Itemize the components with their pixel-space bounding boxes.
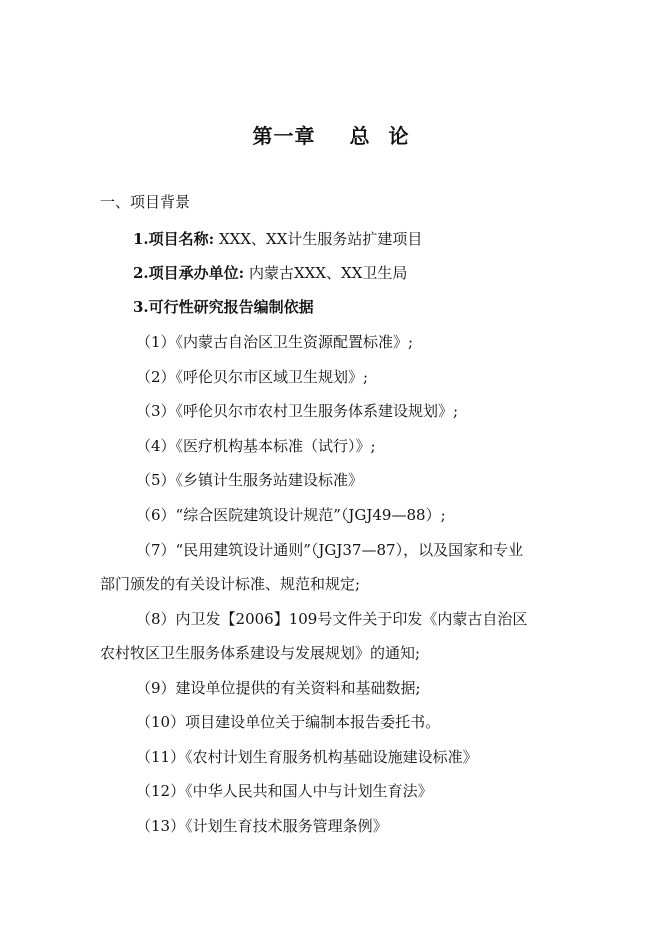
- basis-item-10: （10）项目建设单位关于编制本报告委托书。: [136, 713, 441, 731]
- project-name-line: [133, 229, 422, 249]
- basis-item-6: （6）“综合医院建筑设计规范”（JGJ49—88）;: [136, 506, 446, 524]
- basis-item-3: （3）《呼伦贝尔市农村卫生服务体系建设规划》;: [136, 402, 459, 420]
- chapter-word-1: 总: [349, 124, 371, 148]
- basis-item-7-continued: 部门颁发的有关设计标准、规范和规定;: [100, 575, 361, 593]
- project-owner-line: [133, 263, 407, 283]
- basis-item-2: （2）《呼伦贝尔市区域卫生规划》;: [136, 368, 369, 386]
- basis-item-12: （12）《中华人民共和国人中与计划生育法》: [136, 782, 433, 800]
- project-owner-value: 内蒙古XXX、XX卫生局: [248, 264, 408, 282]
- basis-item-13: （13）《计划生育技术服务管理条例》: [136, 817, 388, 835]
- basis-item-8-continued: 农村牧区卫生服务体系建设与发展规划》的通知;: [100, 644, 421, 662]
- basis-item-11: （11）《农村计划生育服务机构基础设施建设标准》: [136, 748, 478, 766]
- section-heading: 一、项目背景: [100, 193, 191, 211]
- basis-item-8: （8）内卫发【2006】109号文件关于印发《内蒙古自治区: [136, 610, 528, 628]
- basis-item-1: （1）《内蒙古自治区卫生资源配置标准》;: [136, 333, 414, 351]
- basis-heading: 3.可行性研究报告编制依据: [133, 298, 314, 316]
- basis-item-4: （4）《医疗机构基本标准（试行）》;: [136, 437, 376, 455]
- chapter-title: [0, 120, 662, 149]
- basis-item-7: （7）“民用建筑设计通则”（JGJ37—87），以及国家和专业: [136, 541, 524, 559]
- project-name-value: XXX、XX计生服务站扩建项目: [218, 230, 423, 248]
- basis-item-5: （5）《乡镇计生服务站建设标准》: [136, 471, 364, 489]
- basis-item-9: （9）建设单位提供的有关资料和基础数据;: [136, 679, 421, 697]
- chapter-word-2: 论: [388, 124, 410, 148]
- project-name-label: 1.项目名称:: [133, 230, 215, 248]
- chapter-number: 第一章: [252, 124, 316, 148]
- project-owner-label: 2.项目承办单位:: [133, 264, 245, 282]
